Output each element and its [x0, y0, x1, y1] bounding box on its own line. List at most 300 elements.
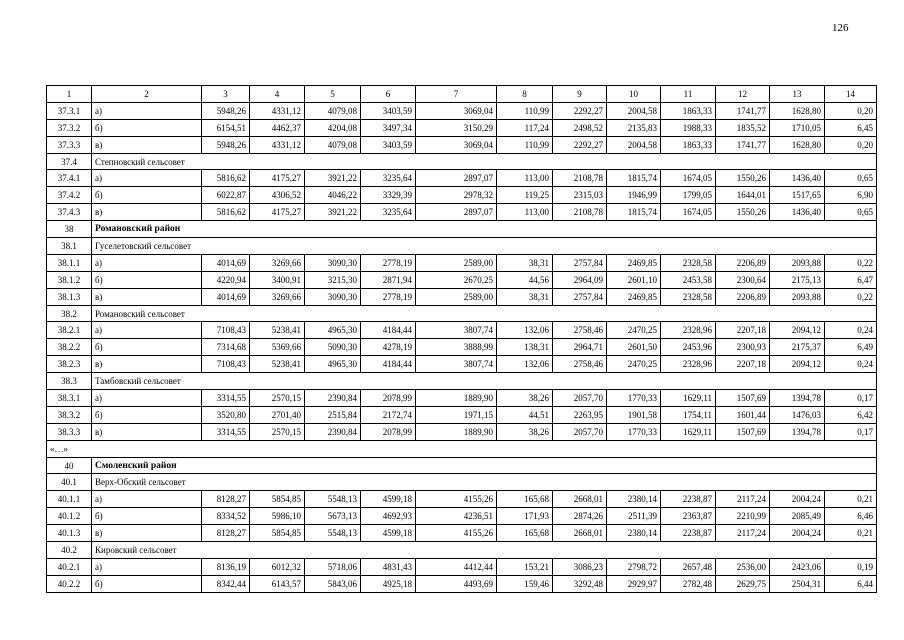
cell-value: 1710,05 — [770, 119, 825, 136]
cell-value: 3269,66 — [250, 288, 305, 305]
cell-value: 2238,87 — [661, 491, 716, 508]
column-header: 10 — [607, 86, 661, 103]
cell-value: 4204,08 — [305, 119, 361, 136]
cell-value: 1815,74 — [607, 170, 661, 187]
cell-value: 4175,27 — [250, 204, 305, 221]
cell-value: 3497,34 — [361, 119, 416, 136]
cell-value: 110,99 — [497, 136, 553, 153]
cell-value: 165,68 — [497, 525, 553, 542]
cell-value: 2135,83 — [607, 119, 661, 136]
cell-value: 8334,52 — [202, 508, 250, 525]
cell-value: 2601,50 — [607, 339, 661, 356]
cell-value: 2207,18 — [716, 356, 770, 373]
cell-value: 8128,27 — [202, 525, 250, 542]
column-header: 13 — [770, 86, 825, 103]
cell-value: 0,17 — [825, 390, 877, 407]
cell-value: 1476,03 — [770, 406, 825, 423]
row-code: 38.2.2 — [47, 339, 92, 356]
cell-value: 3269,66 — [250, 254, 305, 271]
cell-value: 2175,13 — [770, 271, 825, 288]
cell-value: 2470,25 — [607, 322, 661, 339]
cell-value: 0,65 — [825, 170, 877, 187]
row-label: б) — [92, 339, 202, 356]
table-row — [47, 170, 877, 187]
cell-value: 4079,08 — [305, 102, 361, 119]
row-code: 40.2.1 — [47, 558, 92, 575]
cell-value: 7108,43 — [202, 356, 250, 373]
cell-value: 4155,26 — [416, 491, 497, 508]
cell-value: 5986,10 — [250, 508, 305, 525]
cell-value: 3921,22 — [305, 204, 361, 221]
table-row — [47, 558, 877, 575]
cell-value: 6,49 — [825, 339, 877, 356]
cell-value: 0,22 — [825, 288, 877, 305]
column-header: 9 — [553, 86, 607, 103]
cell-value: 1946,99 — [607, 187, 661, 204]
cell-value: 3807,74 — [416, 356, 497, 373]
cell-value: 4925,18 — [361, 575, 416, 592]
cell-value: 1629,11 — [661, 423, 716, 440]
cell-value: 2504,31 — [770, 575, 825, 592]
cell-value: 0,22 — [825, 254, 877, 271]
cell-value: 2085,49 — [770, 508, 825, 525]
cell-value: 1394,78 — [770, 390, 825, 407]
cell-value: 38,31 — [497, 254, 553, 271]
row-label: б) — [92, 271, 202, 288]
cell-value: 113,00 — [497, 204, 553, 221]
cell-value: 3329,39 — [361, 187, 416, 204]
table-row — [47, 102, 877, 119]
cell-value: 1517,65 — [770, 187, 825, 204]
cell-value: 4220,94 — [202, 271, 250, 288]
cell-value: 4965,30 — [305, 356, 361, 373]
cell-value: 0,21 — [825, 491, 877, 508]
cell-value: 6,42 — [825, 406, 877, 423]
row-label: в) — [92, 525, 202, 542]
section-code: 37.4 — [47, 153, 92, 170]
cell-value: 1601,44 — [716, 406, 770, 423]
cell-value: 2897,07 — [416, 204, 497, 221]
cell-value: 6022,87 — [202, 187, 250, 204]
cell-value: 5369,66 — [250, 339, 305, 356]
section-row — [47, 474, 877, 491]
row-label: а) — [92, 102, 202, 119]
section-code: 38.3 — [47, 373, 92, 390]
cell-value: 2778,19 — [361, 254, 416, 271]
cell-value: 1629,11 — [661, 390, 716, 407]
row-code: 38.1.1 — [47, 254, 92, 271]
row-label: а) — [92, 170, 202, 187]
cell-value: 5238,41 — [250, 356, 305, 373]
cell-value: 2380,14 — [607, 491, 661, 508]
cell-value: 165,68 — [497, 491, 553, 508]
cell-value: 117,24 — [497, 119, 553, 136]
cell-value: 4331,12 — [250, 102, 305, 119]
cell-value: 4462,37 — [250, 119, 305, 136]
row-code: 38.1.2 — [47, 271, 92, 288]
cell-value: 7314,68 — [202, 339, 250, 356]
cell-value: 3520,80 — [202, 406, 250, 423]
cell-value: 119,25 — [497, 187, 553, 204]
cell-value: 2172,74 — [361, 406, 416, 423]
section-title: Романовский сельсовет — [92, 305, 877, 322]
cell-value: 3086,23 — [553, 558, 607, 575]
cell-value: 2057,70 — [553, 390, 607, 407]
cell-value: 4493,69 — [416, 575, 497, 592]
section-row — [47, 238, 877, 255]
row-code: 40.2.2 — [47, 575, 92, 592]
row-code: 40.1.1 — [47, 491, 92, 508]
column-header: 12 — [716, 86, 770, 103]
column-header: 7 — [416, 86, 497, 103]
row-code: 37.3.3 — [47, 136, 92, 153]
row-label: в) — [92, 136, 202, 153]
section-code: 38.1 — [47, 238, 92, 255]
cell-value: 2657,48 — [661, 558, 716, 575]
cell-value: 6,44 — [825, 575, 877, 592]
cell-value: 3292,48 — [553, 575, 607, 592]
cell-value: 2117,24 — [716, 525, 770, 542]
cell-value: 1550,26 — [716, 170, 770, 187]
cell-value: 1394,78 — [770, 423, 825, 440]
cell-value: 1628,80 — [770, 102, 825, 119]
cell-value: 5090,30 — [305, 339, 361, 356]
table-row — [47, 575, 877, 592]
cell-value: 2094,12 — [770, 356, 825, 373]
cell-value: 6,47 — [825, 271, 877, 288]
cell-value: 4175,27 — [250, 170, 305, 187]
cell-value: 132,06 — [497, 322, 553, 339]
table-row — [47, 187, 877, 204]
cell-value: 1815,74 — [607, 204, 661, 221]
cell-value: 0,20 — [825, 102, 877, 119]
cell-value: 1507,69 — [716, 390, 770, 407]
cell-value: 4155,26 — [416, 525, 497, 542]
cell-value: 3403,59 — [361, 136, 416, 153]
cell-value: 6,90 — [825, 187, 877, 204]
section-row — [47, 221, 877, 238]
cell-value: 2758,46 — [553, 322, 607, 339]
cell-value: 5548,13 — [305, 491, 361, 508]
ellipsis-row — [47, 440, 877, 457]
cell-value: 2601,10 — [607, 271, 661, 288]
cell-value: 8128,27 — [202, 491, 250, 508]
cell-value: 1971,15 — [416, 406, 497, 423]
cell-value: 0,24 — [825, 322, 877, 339]
cell-value: 1507,69 — [716, 423, 770, 440]
cell-value: 2390,84 — [305, 423, 361, 440]
cell-value: 2758,46 — [553, 356, 607, 373]
cell-value: 0,65 — [825, 204, 877, 221]
section-code: 40.2 — [47, 542, 92, 559]
cell-value: 2469,85 — [607, 288, 661, 305]
table-row — [47, 491, 877, 508]
cell-value: 6154,51 — [202, 119, 250, 136]
row-label: а) — [92, 491, 202, 508]
cell-value: 1863,33 — [661, 136, 716, 153]
cell-value: 0,19 — [825, 558, 877, 575]
cell-value: 2570,15 — [250, 423, 305, 440]
row-label: а) — [92, 254, 202, 271]
cell-value: 1988,33 — [661, 119, 716, 136]
cell-value: 2117,24 — [716, 491, 770, 508]
cell-value: 1741,77 — [716, 102, 770, 119]
cell-value: 1889,90 — [416, 423, 497, 440]
cell-value: 2263,95 — [553, 406, 607, 423]
row-label: б) — [92, 119, 202, 136]
row-code: 37.3.1 — [47, 102, 92, 119]
cell-value: 2093,88 — [770, 254, 825, 271]
cell-value: 2207,18 — [716, 322, 770, 339]
cell-value: 3090,30 — [305, 288, 361, 305]
table-row — [47, 356, 877, 373]
cell-value: 2328,96 — [661, 322, 716, 339]
cell-value: 1674,05 — [661, 204, 716, 221]
cell-value: 2093,88 — [770, 288, 825, 305]
cell-value: 6,45 — [825, 119, 877, 136]
cell-value: 2511,39 — [607, 508, 661, 525]
cell-value: 4599,18 — [361, 525, 416, 542]
cell-value: 2328,96 — [661, 356, 716, 373]
cell-value: 1770,33 — [607, 423, 661, 440]
cell-value: 2470,25 — [607, 356, 661, 373]
row-label: а) — [92, 390, 202, 407]
row-label: б) — [92, 406, 202, 423]
row-code: 40.1.2 — [47, 508, 92, 525]
cell-value: 1863,33 — [661, 102, 716, 119]
cell-value: 2210,99 — [716, 508, 770, 525]
cell-value: 44,56 — [497, 271, 553, 288]
cell-value: 0,20 — [825, 136, 877, 153]
cell-value: 1644,01 — [716, 187, 770, 204]
cell-value: 153,21 — [497, 558, 553, 575]
cell-value: 2292,27 — [553, 102, 607, 119]
cell-value: 4184,44 — [361, 356, 416, 373]
cell-value: 8342,44 — [202, 575, 250, 592]
cell-value: 2363,87 — [661, 508, 716, 525]
row-label: в) — [92, 288, 202, 305]
table-row — [47, 254, 877, 271]
section-row — [47, 373, 877, 390]
cell-value: 6012,32 — [250, 558, 305, 575]
cell-value: 2328,58 — [661, 288, 716, 305]
tariff-table — [46, 85, 877, 593]
cell-value: 2964,71 — [553, 339, 607, 356]
section-row — [47, 457, 877, 474]
cell-value: 5718,06 — [305, 558, 361, 575]
cell-value: 2871,94 — [361, 271, 416, 288]
cell-value: 3921,22 — [305, 170, 361, 187]
section-code: 40.1 — [47, 474, 92, 491]
column-header: 2 — [92, 86, 202, 103]
row-code: 37.4.3 — [47, 204, 92, 221]
cell-value: 3235,64 — [361, 170, 416, 187]
cell-value: 4236,51 — [416, 508, 497, 525]
row-code: 37.4.1 — [47, 170, 92, 187]
cell-value: 2897,07 — [416, 170, 497, 187]
cell-value: 2078,99 — [361, 423, 416, 440]
section-title: Гуселетовский сельсовет — [92, 238, 877, 255]
row-label: а) — [92, 322, 202, 339]
cell-value: 3888,99 — [416, 339, 497, 356]
cell-value: 1835,52 — [716, 119, 770, 136]
table-row — [47, 271, 877, 288]
column-header: 14 — [825, 86, 877, 103]
section-title: Романовский район — [92, 221, 877, 238]
cell-value: 5854,85 — [250, 491, 305, 508]
cell-value: 5548,13 — [305, 525, 361, 542]
cell-value: 4184,44 — [361, 322, 416, 339]
cell-value: 6143,57 — [250, 575, 305, 592]
section-title: Степновский сельсовет — [92, 153, 877, 170]
cell-value: 4278,19 — [361, 339, 416, 356]
cell-value: 2589,00 — [416, 288, 497, 305]
cell-value: 38,26 — [497, 423, 553, 440]
cell-value: 2175,37 — [770, 339, 825, 356]
cell-value: 2798,72 — [607, 558, 661, 575]
cell-value: 2390,84 — [305, 390, 361, 407]
cell-value: 3314,55 — [202, 423, 250, 440]
cell-value: 2004,24 — [770, 525, 825, 542]
cell-value: 2668,01 — [553, 525, 607, 542]
cell-value: 2380,14 — [607, 525, 661, 542]
cell-value: 2108,78 — [553, 170, 607, 187]
cell-value: 4014,69 — [202, 288, 250, 305]
cell-value: 4306,52 — [250, 187, 305, 204]
cell-value: 4331,12 — [250, 136, 305, 153]
cell-value: 3403,59 — [361, 102, 416, 119]
cell-value: 38,31 — [497, 288, 553, 305]
cell-value: 4046,22 — [305, 187, 361, 204]
row-label: в) — [92, 204, 202, 221]
cell-value: 2757,84 — [553, 254, 607, 271]
cell-value: 8136,19 — [202, 558, 250, 575]
cell-value: 2778,19 — [361, 288, 416, 305]
cell-value: 1754,11 — [661, 406, 716, 423]
section-row — [47, 153, 877, 170]
column-header: 11 — [661, 86, 716, 103]
cell-value: 5816,62 — [202, 170, 250, 187]
row-code: 38.3.2 — [47, 406, 92, 423]
cell-value: 1550,26 — [716, 204, 770, 221]
cell-value: 2978,32 — [416, 187, 497, 204]
cell-value: 6,46 — [825, 508, 877, 525]
table-row — [47, 390, 877, 407]
table-row — [47, 339, 877, 356]
row-code: 38.3.1 — [47, 390, 92, 407]
row-code: 37.4.2 — [47, 187, 92, 204]
cell-value: 5948,26 — [202, 102, 250, 119]
row-code: 38.3.3 — [47, 423, 92, 440]
cell-value: 2515,84 — [305, 406, 361, 423]
cell-value: 2964,09 — [553, 271, 607, 288]
cell-value: 3400,91 — [250, 271, 305, 288]
cell-value: 110,99 — [497, 102, 553, 119]
section-code: 38.2 — [47, 305, 92, 322]
table-row — [47, 136, 877, 153]
row-label: б) — [92, 187, 202, 204]
cell-value: 171,93 — [497, 508, 553, 525]
cell-value: 2057,70 — [553, 423, 607, 440]
cell-value: 1901,58 — [607, 406, 661, 423]
cell-value: 1628,80 — [770, 136, 825, 153]
table-row — [47, 322, 877, 339]
section-row — [47, 542, 877, 559]
cell-value: 3314,55 — [202, 390, 250, 407]
cell-value: 113,00 — [497, 170, 553, 187]
cell-value: 2108,78 — [553, 204, 607, 221]
cell-value: 4692,93 — [361, 508, 416, 525]
cell-value: 3807,74 — [416, 322, 497, 339]
table-row — [47, 423, 877, 440]
cell-value: 3150,29 — [416, 119, 497, 136]
cell-value: 1741,77 — [716, 136, 770, 153]
cell-value: 2004,24 — [770, 491, 825, 508]
cell-value: 2536,00 — [716, 558, 770, 575]
cell-value: 4412,44 — [416, 558, 497, 575]
column-header: 5 — [305, 86, 361, 103]
cell-value: 3090,30 — [305, 254, 361, 271]
cell-value: 7108,43 — [202, 322, 250, 339]
cell-value: 1889,90 — [416, 390, 497, 407]
cell-value: 5238,41 — [250, 322, 305, 339]
cell-value: 2078,99 — [361, 390, 416, 407]
cell-value: 2469,85 — [607, 254, 661, 271]
cell-value: 2206,89 — [716, 254, 770, 271]
cell-value: 2629,75 — [716, 575, 770, 592]
cell-value: 2328,58 — [661, 254, 716, 271]
row-label: б) — [92, 508, 202, 525]
column-header: 4 — [250, 86, 305, 103]
row-label: а) — [92, 558, 202, 575]
cell-value: 5673,13 — [305, 508, 361, 525]
section-row — [47, 305, 877, 322]
cell-value: 4599,18 — [361, 491, 416, 508]
cell-value: 2668,01 — [553, 491, 607, 508]
cell-value: 2782,48 — [661, 575, 716, 592]
cell-value: 2670,25 — [416, 271, 497, 288]
table-row — [47, 119, 877, 136]
cell-value: 5948,26 — [202, 136, 250, 153]
cell-value: 3235,64 — [361, 204, 416, 221]
cell-value: 2300,93 — [716, 339, 770, 356]
cell-value: 3215,30 — [305, 271, 361, 288]
cell-value: 1770,33 — [607, 390, 661, 407]
cell-value: 3069,04 — [416, 102, 497, 119]
cell-value: 2498,52 — [553, 119, 607, 136]
cell-value: 0,24 — [825, 356, 877, 373]
cell-value: 4965,30 — [305, 322, 361, 339]
cell-value: 38,26 — [497, 390, 553, 407]
cell-value: 0,17 — [825, 423, 877, 440]
page-number: 126 — [832, 22, 849, 34]
cell-value: 2315,03 — [553, 187, 607, 204]
cell-value: 0,21 — [825, 525, 877, 542]
row-code: 38.2.3 — [47, 356, 92, 373]
cell-value: 5843,06 — [305, 575, 361, 592]
table-row — [47, 508, 877, 525]
cell-value: 1436,40 — [770, 204, 825, 221]
cell-value: 1799,05 — [661, 187, 716, 204]
table-row — [47, 525, 877, 542]
section-title: Тамбовский сельсовет — [92, 373, 877, 390]
table-row — [47, 204, 877, 221]
column-header: 8 — [497, 86, 553, 103]
cell-value: 4014,69 — [202, 254, 250, 271]
cell-value: 2238,87 — [661, 525, 716, 542]
cell-value: 2453,58 — [661, 271, 716, 288]
row-label: в) — [92, 423, 202, 440]
